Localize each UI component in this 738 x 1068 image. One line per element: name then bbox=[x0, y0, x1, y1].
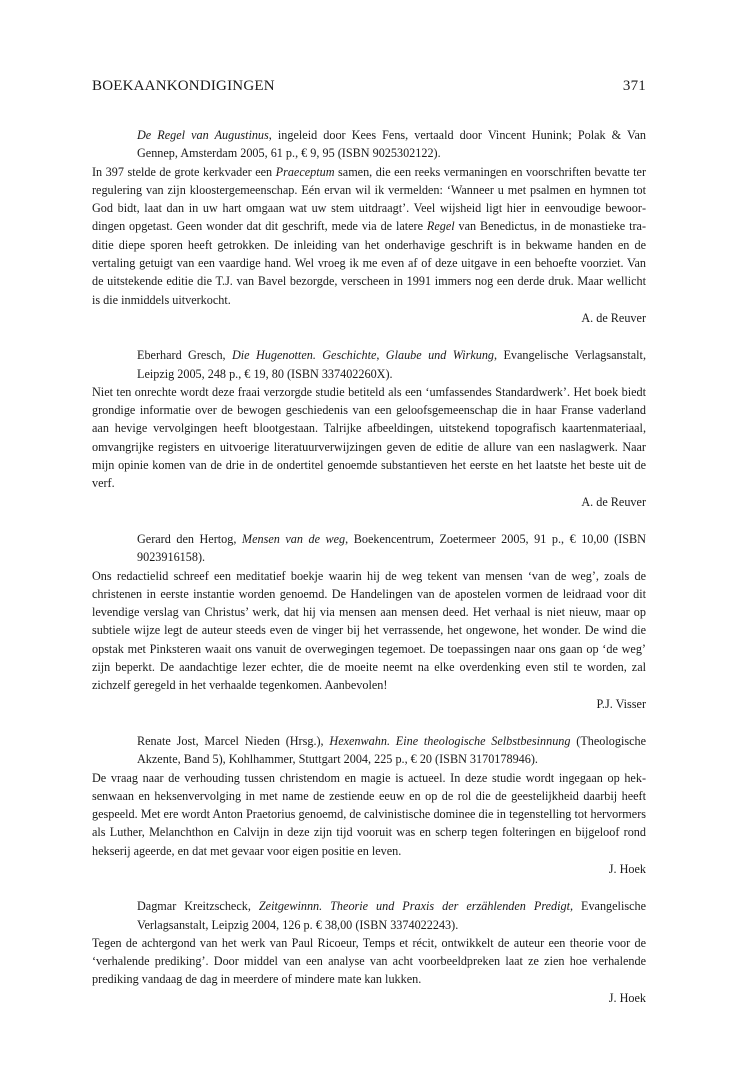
book-announcement bbox=[92, 897, 646, 1007]
book-citation bbox=[92, 530, 646, 567]
review-text: In 397 stelde de grote kerkvader een Praeceptum samen, die een reeks vermaningen en voorschriften bevatte ter regulering van zijn kloostergemeenschap. Eén ervan wil ik vermelden: ‘Wanneer u met psalmen en hymnen tot God bidt, laat dan in uw hart omgaan wat uw stem uitdraagt’. Veel wijsheid ligt hier in eenvoudige bewoordingen opgetast. Geen wonder dat dit geschrift, mede via de latere Regel van Benedictus, in de monastieke traditie diepe sporen heeft getrokken. De inleiding van het onderhavige geschrift is in bekwame handen en de vertaling getuigt van een vaardige hand. Wel vroeg ik me even af of deze uitgave in een behoefte voorziet. Van de uitstekende editie die T.J. van Bavel bezorgde, verscheen in 1991 immers nog een derde druk. Maar wellicht is die inmiddels uitverkocht. bbox=[92, 164, 646, 307]
book-title: De Regel van Augustinus bbox=[137, 128, 269, 142]
book-details: (Theologische Akzente, Band 5), Kohlhammer, Stuttgart 2004, 225 p., € 20 (ISBN 3170178946). bbox=[137, 733, 647, 767]
book-citation bbox=[92, 126, 646, 163]
book-citation bbox=[92, 897, 646, 934]
book-author: Gerard den Hertog, bbox=[137, 531, 242, 546]
reviewer-name: A. de Reuver bbox=[581, 310, 646, 325]
book-title: Die Hugenotten. Geschichte, Glaube und Wirkung bbox=[231, 348, 495, 363]
reviewer-name: J. Hoek bbox=[608, 990, 646, 1005]
book-details: , ingeleid door Kees Fens, vertaald door Vincent Hunink; Polak & Van Gennep, Amsterdam 2005, 61 p., € 9, 95 (ISBN 9025302122). bbox=[137, 128, 646, 161]
book-citation bbox=[92, 732, 646, 769]
review-text: Niet ten onrechte wordt deze fraai verzorgde studie betiteld als een ‘umfassendes Standardwerk’. Het boek biedt grondige informatie over de bewogen geschiedenis van een geloofsgemeenschap die in haar Franse vaderland aan hevige vervolgingen heeft blootgestaan. Talrijke afbeeldingen, uitstekend topografisch kaartenmateriaal, omvangrijke registers en uitvoerige literatuurverwijzingen geven de editie de allure van een naslagwerk. Naar mijn opinie komen van de drie in de ondertitel genoemde substantieven het eerste en het laatste het beste uit de verf. bbox=[92, 384, 646, 491]
review-text: Ons redactielid schreef een meditatief boekje waarin hij de weg tekent van mensen ‘van de weg’, zoals de christenen in eerste instantie worden genoemd. De Handelingen van de apostelen vormen de leidraad voor dit levendige verslag van Christus’ werk, dat hij via mensen aan mensen deed. Het verhaal is niet nieuw, maar op subtiele wijze legt de auteur steeds even de vinger bij het verrassende, het ongewone, het wonder. De wind die opstak met Pinksteren waait ons vanuit de overwegingen tegemoet. De toepassingen naar ons gaan op ‘de weg’ zijn beperkt. De aandachtige lezer echter, die de moeite neemt na elke overdenking even stil te worden, zal zichzelf geregeld in het verhaalde tegenkomen. Aanbevolen! bbox=[92, 568, 646, 693]
book-announcement bbox=[92, 530, 646, 713]
book-details: , Evangelische Verlagsanstalt, Leipzig 2005, 248 p., € 19, 80 (ISBN 337402260X). bbox=[137, 348, 646, 381]
book-title: Hexenwahn. Eine theologische Selbstbesinnung bbox=[329, 733, 571, 748]
book-author: Eberhard Gresch, bbox=[137, 348, 232, 363]
review-text: Tegen de achtergond van het werk van Paul Ricoeur, Temps et récit, ontwikkelt de auteur een theorie voor de ‘verhalende prediking’. Door middel van een analyse van acht voorbeeldpreken laat ze zien hoe verhalende prediking vandaag de dag in meerdere of mindere mate kan lukken. bbox=[92, 935, 646, 987]
book-author: Renate Jost, Marcel Nieden (Hrsg.), bbox=[137, 733, 330, 748]
section-title: BOEKAANKONDIGINGEN bbox=[92, 78, 275, 94]
reviewer-name: A. de Reuver bbox=[581, 494, 646, 509]
page-number: 371 bbox=[622, 78, 646, 94]
book-title: Zeitgewinnn. Theorie und Praxis der erzählenden Predigt, bbox=[258, 899, 574, 914]
book-announcement bbox=[92, 346, 646, 511]
reviewer-name: P.J. Visser bbox=[596, 696, 646, 711]
running-head bbox=[92, 78, 646, 95]
book-details: , Boekencentrum, Zoetermeer 2005, 91 p., € 10,00 (ISBN 9023916158). bbox=[137, 531, 646, 565]
reviewer-name: J. Hoek bbox=[608, 861, 646, 876]
book-title: Mensen van de weg bbox=[241, 531, 346, 546]
book-announcement bbox=[92, 732, 646, 878]
book-details: Evangelische Verlagsanstalt, Leipzig 2004, 126 p. € 38,00 (ISBN 3374022243). bbox=[137, 899, 646, 932]
book-author: Dagmar Kreitzscheck, bbox=[137, 899, 259, 914]
page bbox=[92, 78, 646, 1026]
book-citation bbox=[92, 346, 646, 383]
book-announcement bbox=[92, 126, 646, 327]
review-text: De vraag naar de verhouding tussen christendom en magie is actueel. In deze studie wordt ingegaan op heksenwaan en heksenvervolging in met name de zestiende eeuw en op de rol die de geestelijkheid daarbij heeft gespeeld. Met ere wordt Anton Praetorius genoemd, de calvinistische dominee die in tegenstelling tot hervormers als Luther, Melanchthon en Calvijn in deze zijn tijd vooruit was en scherp tegen folteringen en bijgeloof rond hekserij ageerde, en dat met gevaar voor eigen positie en leven. bbox=[92, 770, 646, 858]
